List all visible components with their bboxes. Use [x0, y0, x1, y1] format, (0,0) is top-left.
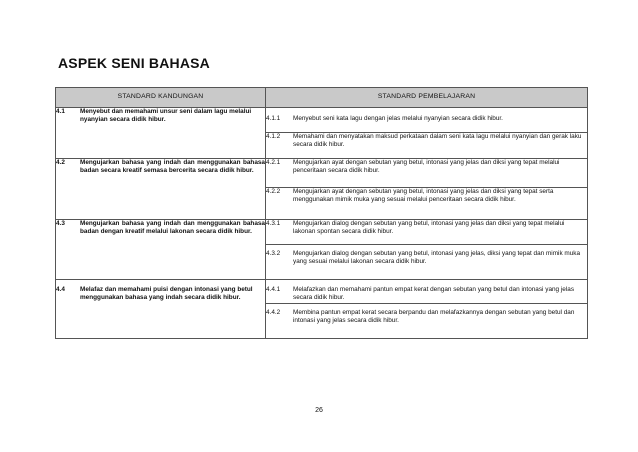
standards-table	[55, 87, 588, 339]
pembelajaran-number: 4.4.1	[266, 286, 281, 293]
pembelajaran-cell	[266, 108, 588, 133]
table-row	[56, 108, 588, 133]
table-row	[56, 220, 588, 245]
kandungan-number: 4.3	[56, 220, 65, 227]
pembelajaran-cell	[266, 133, 588, 159]
header-standard-pembelajaran: STANDARD PEMBELAJARAN	[266, 88, 588, 108]
pembelajaran-cell	[266, 304, 588, 339]
kandungan-cell	[56, 280, 266, 339]
pembelajaran-text: Memahami dan menyatakan maksud perkataan dalam seni kata lagu melalui nyanyian dan gerak laku secara didik hibur.	[293, 133, 582, 149]
pembelajaran-number: 4.1.2	[266, 133, 281, 140]
table-row	[56, 159, 588, 188]
kandungan-text: Mengujarkan bahasa yang indah dan menggunakan bahasa badan secara kreatif semasa bercerita secara didik hibur.	[80, 159, 265, 175]
kandungan-cell	[56, 108, 266, 159]
pembelajaran-number: 4.3.1	[266, 220, 281, 227]
pembelajaran-text: Mengujarkan ayat dengan sebutan yang betul, intonasi yang jelas dan diksi yang tepat melalui penceritaan secara didik hibur.	[293, 159, 560, 175]
kandungan-text: Melafaz dan memahami puisi dengan intonasi yang betul menggunakan bahasa yang indah secara didik hibur.	[80, 286, 253, 302]
pembelajaran-text: Mengujarkan ayat dengan sebutan yang betul, intonasi yang jelas dan diksi yang tepat serta menggunakan mimik muka yang sesuai melalui penceritaan secara didik hibur.	[293, 188, 554, 204]
pembelajaran-cell	[266, 245, 588, 280]
pembelajaran-number: 4.4.2	[266, 309, 281, 316]
kandungan-text: Menyebut dan memahami unsur seni dalam lagu melalui nyanyian secara didik hibur.	[80, 108, 252, 124]
pembelajaran-text: Mengujarkan dialog dengan sebutan yang betul, intonasi yang jelas dan diksi yang tepat melalui lakonan spontan secara didik hibur.	[293, 220, 565, 236]
kandungan-number: 4.1	[56, 108, 65, 115]
pembelajaran-number: 4.3.2	[266, 250, 281, 257]
pembelajaran-text: Mengujarkan dialog dengan sebutan yang betul, intonasi yang jelas, diksi yang tepat dan mimik muka yang sesuai melalui lakonan secara didik hibur.	[293, 250, 581, 266]
header-standard-kandungan: STANDARD KANDUNGAN	[56, 88, 266, 108]
pembelajaran-text: Melafazkan dan memahami pantun empat kerat dengan sebutan yang betul dan intonasi yang jelas secara didik hibur.	[293, 286, 575, 302]
kandungan-cell	[56, 220, 266, 280]
pembelajaran-cell	[266, 220, 588, 245]
pembelajaran-text: Membina pantun empat kerat secara berpandu dan melafazkannya dengan sebutan yang betul dan intonasi yang jelas secara didik hibur.	[293, 309, 575, 325]
pembelajaran-cell	[266, 159, 588, 188]
kandungan-number: 4.4	[56, 286, 65, 293]
pembelajaran-number: 4.1.1	[266, 115, 281, 122]
page-title: ASPEK SENI BAHASA	[58, 55, 210, 71]
table-row	[56, 280, 588, 304]
pembelajaran-number: 4.2.2	[266, 188, 281, 195]
table-header-row	[56, 88, 588, 108]
kandungan-cell	[56, 159, 266, 220]
pembelajaran-number: 4.2.1	[266, 159, 281, 166]
kandungan-text: Mengujarkan bahasa yang indah dan menggunakan bahasa badan dengan kreatif melalui lakonan secara didik hibur.	[80, 220, 265, 236]
pembelajaran-cell	[266, 188, 588, 220]
pembelajaran-text: Menyebut seni kata lagu dengan jelas melalui nyanyian secara didik hibur.	[293, 115, 503, 122]
page-number: 26	[315, 407, 323, 414]
kandungan-number: 4.2	[56, 159, 65, 166]
pembelajaran-cell	[266, 280, 588, 304]
